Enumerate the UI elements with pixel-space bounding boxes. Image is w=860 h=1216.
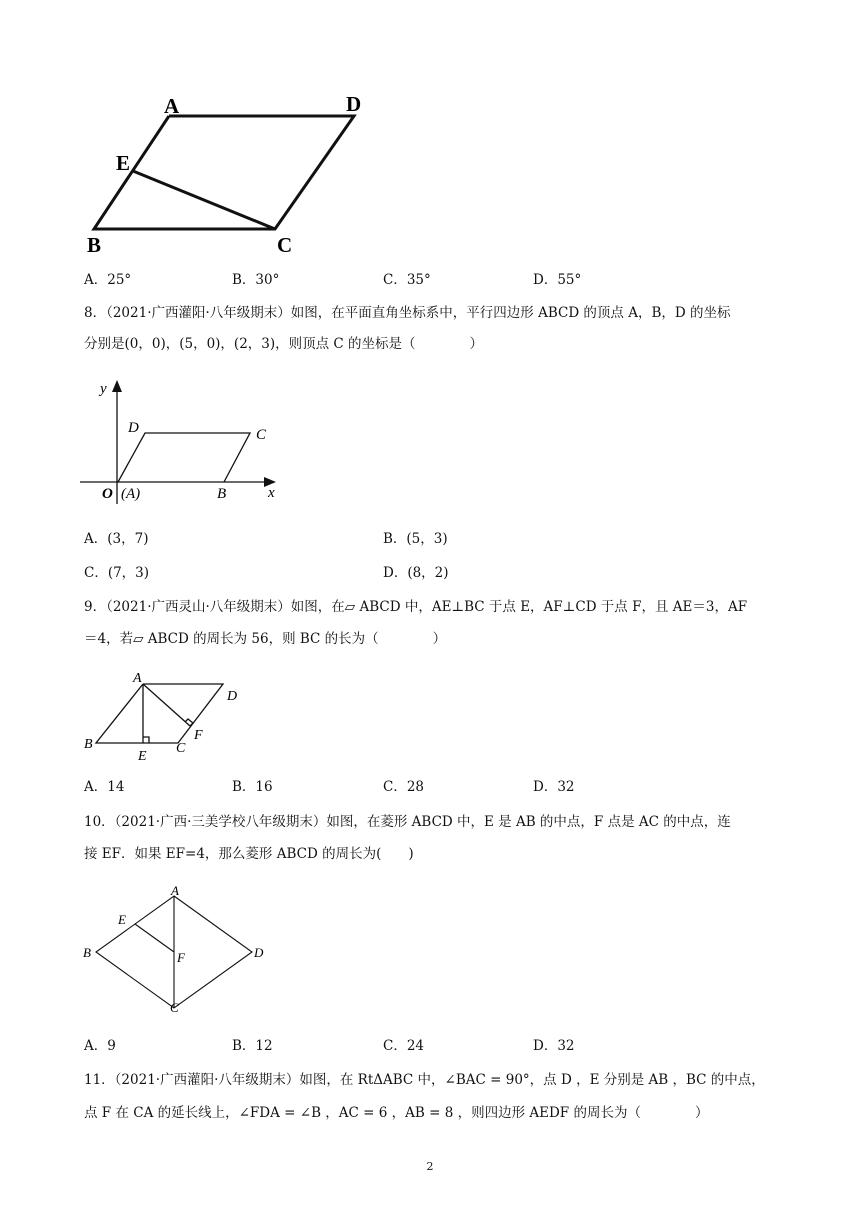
q8-parallelogram bbox=[118, 433, 250, 482]
q10-option-a: A．9 bbox=[84, 1038, 116, 1054]
q9-right-angle-e bbox=[143, 737, 149, 743]
q11-stem-line1: 11．（2021·广西灌阳·八年级期末）如图，在 RtΔABC 中，∠BAC = 90°，点 D ，E 分别是 AB ，BC 的中点， bbox=[84, 1072, 765, 1088]
q8-label-d: D bbox=[128, 420, 139, 436]
q7-label-a: A bbox=[164, 94, 180, 118]
q7-option-d: D．55° bbox=[533, 272, 582, 288]
q9-label-d: D bbox=[227, 689, 238, 704]
q9-parallelogram bbox=[96, 684, 223, 743]
q9-option-d: D．32 bbox=[533, 779, 575, 795]
q7-label-d: D bbox=[346, 92, 362, 116]
q10-segment-ef bbox=[135, 924, 174, 952]
q8-label-x: x bbox=[268, 485, 275, 501]
q8-label-y: y bbox=[100, 381, 107, 397]
q10-label-c: C bbox=[170, 1000, 179, 1015]
q8-figure bbox=[78, 376, 288, 506]
q9-stem-line1: 9．（2021·广西灵山·八年级期末）如图，在▱ ABCD 中，AE⊥BC 于点 E，AF⊥CD 于点 F，且 AE＝3，AF bbox=[84, 599, 748, 615]
q10-label-b: B bbox=[83, 945, 91, 960]
q10-label-e: E bbox=[118, 912, 126, 927]
q11-stem-line2: 点 F 在 CA 的延长线上，∠FDA = ∠B ，AC = 6 ，AB = 8 ，则四边形 AEDF 的周长为（ ） bbox=[84, 1105, 709, 1121]
q7-label-b: B bbox=[87, 233, 102, 257]
q9-label-c: C bbox=[176, 741, 186, 756]
q7-figure bbox=[78, 88, 362, 258]
q9-label-b: B bbox=[84, 737, 93, 752]
q9-option-a: A．14 bbox=[84, 779, 125, 795]
q7-option-c: C．35° bbox=[383, 272, 431, 288]
q9-label-a: A bbox=[133, 671, 142, 686]
q8-option-b: B．(5，3) bbox=[383, 531, 448, 547]
q9-label-e: E bbox=[138, 749, 147, 764]
q10-label-f: F bbox=[177, 950, 185, 965]
q8-option-a: A．(3，7) bbox=[84, 531, 149, 547]
q10-option-b: B．12 bbox=[232, 1038, 273, 1054]
q9-option-b: B．16 bbox=[232, 779, 273, 795]
q8-stem-line1: 8．（2021·广西灌阳·八年级期末）如图，在平面直角坐标系中，平行四边形 ABCD 的顶点 A，B，D 的坐标 bbox=[84, 305, 731, 321]
q8-y-arrow-icon bbox=[112, 380, 122, 392]
q9-option-c: C．28 bbox=[383, 779, 425, 795]
q9-label-f: F bbox=[194, 728, 203, 743]
q10-label-d: D bbox=[254, 945, 264, 960]
q7-label-e: E bbox=[116, 151, 131, 175]
q8-option-d: D．(8，2) bbox=[383, 565, 449, 581]
q8-stem-line2: 分别是(0，0)，(5，0)，(2，3)，则顶点 C 的坐标是（ ） bbox=[84, 336, 484, 352]
q9-stem-line2: ＝4，若▱ ABCD 的周长为 56，则 BC 的长为（ ） bbox=[84, 631, 447, 647]
q10-label-a: A bbox=[171, 883, 179, 898]
q10-option-c: C．24 bbox=[383, 1038, 425, 1054]
q10-figure bbox=[78, 884, 278, 1019]
q7-label-c: C bbox=[277, 233, 293, 257]
page-number: 2 bbox=[426, 1160, 434, 1173]
q8-label-o: O bbox=[102, 486, 113, 502]
q7-segment-ec bbox=[133, 171, 275, 229]
q8-option-c: C．(7，3) bbox=[84, 565, 150, 581]
q8-label-b: B bbox=[217, 486, 227, 502]
q7-option-b: B．30° bbox=[232, 272, 280, 288]
q9-altitude-af bbox=[143, 684, 190, 726]
q10-stem-line1: 10．（2021·广西·三美学校八年级期末）如图，在菱形 ABCD 中，E 是 AB 的中点，F 点是 AC 的中点，连 bbox=[84, 814, 731, 830]
q8-label-c: C bbox=[256, 427, 267, 443]
q8-label-a: (A) bbox=[121, 486, 141, 502]
q7-option-a: A．25° bbox=[84, 272, 132, 288]
q10-stem-line2: 接 EF．如果 EF=4，那么菱形 ABCD 的周长为( ) bbox=[84, 846, 414, 862]
q10-option-d: D．32 bbox=[533, 1038, 575, 1054]
q9-figure bbox=[78, 668, 258, 768]
